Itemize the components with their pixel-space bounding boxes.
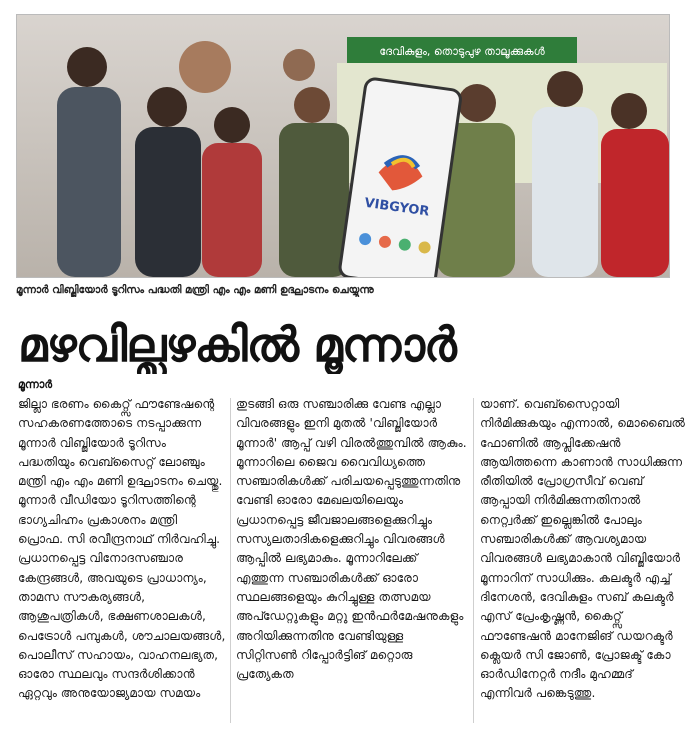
column-divider xyxy=(473,398,474,723)
article-column-2 xyxy=(236,395,468,725)
dateline: മൂന്നാർ xyxy=(18,378,53,391)
banner-text: ദേവികുളം, തൊടുപുഴ താലൂക്കുകൾ xyxy=(379,45,545,58)
column-divider xyxy=(230,398,231,723)
headline: മഴവില്ലഴകിൽ മൂന്നാർ xyxy=(18,318,456,373)
app-logo-text: VIBGYOR xyxy=(363,195,431,220)
column-2-text: തുടങ്ങി ഒരു സഞ്ചാരിക്കു വേണ്ട എല്ലാ വിവരങ്ങളും ഇനി മുതൽ 'വിബ്ജിയോർ മൂന്നാർ' ആപ്പ് വഴി വിരൽത്തുമ്പിൽ ആകും. മൂന്നാറിലെ ജൈവ വൈവിധ്യത്തെ സഞ്ചാരികൾക്ക് പരിചയപ്പെടുത്തുന്നതിനു വേണ്ടി ഓരോ മേഖലയിലെയും പ്രധാനപ്പെട്ട ജീവജാലങ്ങളെക്കുറിച്ചും സസ്യലതാദികളെക്കുറിച്ചും വിവരങ്ങൾ ആപ്പിൽ ലഭ്യമാകും. മൂന്നാറിലേക്ക് എത്തുന്ന സഞ്ചാരികൾക്ക് ഓരോ സ്ഥലങ്ങളെയും കുറിച്ചുള്ള തത്സമയ അപ്ഡേറ്റുകളും മറ്റു ഇൻഫർമേഷനുകളും അറിയിക്കുന്നതിനു വേണ്ടിയുള്ള സിറ്റിസൺ റിപ്പോർട്ടിങ് മറ്റൊരു പ്രത്യേകത xyxy=(236,397,467,682)
column-1-text: ജില്ലാ ഭരണം കൈറ്റ്സ് ഫൗണ്ടേഷന്റെ സഹകരണത്തോടെ നടപ്പാക്കുന്ന മൂന്നാർ വിബ്ജിയോർ ടൂറിസം പദ്ധതിയും വെബ്സൈറ്റ് ലോഞ്ചും മന്ത്രി എം എം മണി ഉദ്ഘാടനം ചെയ്തു. മൂന്നാർ വീഡിയോ ടൂറിസത്തിന്റെ ഭാഗ്യചിഹ്നം പ്രകാശനം മന്ത്രി പ്രൊഫ. സി രവീന്ദ്രനാഥ് നിർവഹിച്ചു. പ്രധാനപ്പെട്ട വിനോദസഞ്ചാര കേന്ദ്രങ്ങൾ, അവയുടെ പ്രാധാന്യം, താമസ സൗകര്യങ്ങൾ, ആശുപത്രികൾ, ഭക്ഷണശാലകൾ, പെട്രോൾ പമ്പുകൾ, ശൗചാലയങ്ങൾ, പൊലീസ് സഹായം, വാഹനലഭ്യത, ഓരോ സ്ഥലവും സന്ദർശിക്കാൻ ഏറ്റവും അനുയോജ്യമായ സമയം xyxy=(18,397,226,701)
event-photo-illustration xyxy=(17,15,669,277)
article-column-1 xyxy=(18,395,226,725)
article-column-3 xyxy=(480,395,686,725)
news-photo xyxy=(16,14,670,278)
photo-caption: മൂന്നാർ വിബ്ജിയോർ ടൂറിസം പദ്ധതി മന്ത്രി എം എം മണി ഉദ്ഘാടനം ചെയ്യുന്നു xyxy=(16,284,374,296)
column-3-text: യാണ്. വെബ്സൈറ്റായി നിർമിക്കുകയും എന്നാൽ, മൊബൈൽ ഫോണിൽ ആപ്ലിക്കേഷൻ ആയിത്തന്നെ കാണാൻ സാധിക്കുന്ന രീതിയിൽ പ്രോഗ്രസീവ് വെബ് ആപ്പായി നിർമിക്കുന്നതിനാൽ നെറ്റ്വർക്ക് ഇല്ലെങ്കിൽ പോലും സഞ്ചാരികൾക്ക് ആവശ്യമായ വിവരങ്ങൾ ലഭ്യമാകാൻ വിബ്ജിയോർ മൂന്നാറിന് സാധിക്കും. കലക്ടർ എച്ച് ദിനേശൻ, ദേവികുളം സബ് കലക്ടർ എസ് പ്രേംകൃഷ്ണൻ, കൈറ്റ്സ് ഫൗണ്ടേഷൻ മാനേജിങ് ഡയറക്ടർ ക്ലെയർ സി ജോൺ, പ്രോജക്ട് കോ ഓർഡിനേറ്റർ നദീം മുഹമ്മദ് എന്നിവർ പങ്കെടുത്തു. xyxy=(480,397,686,701)
